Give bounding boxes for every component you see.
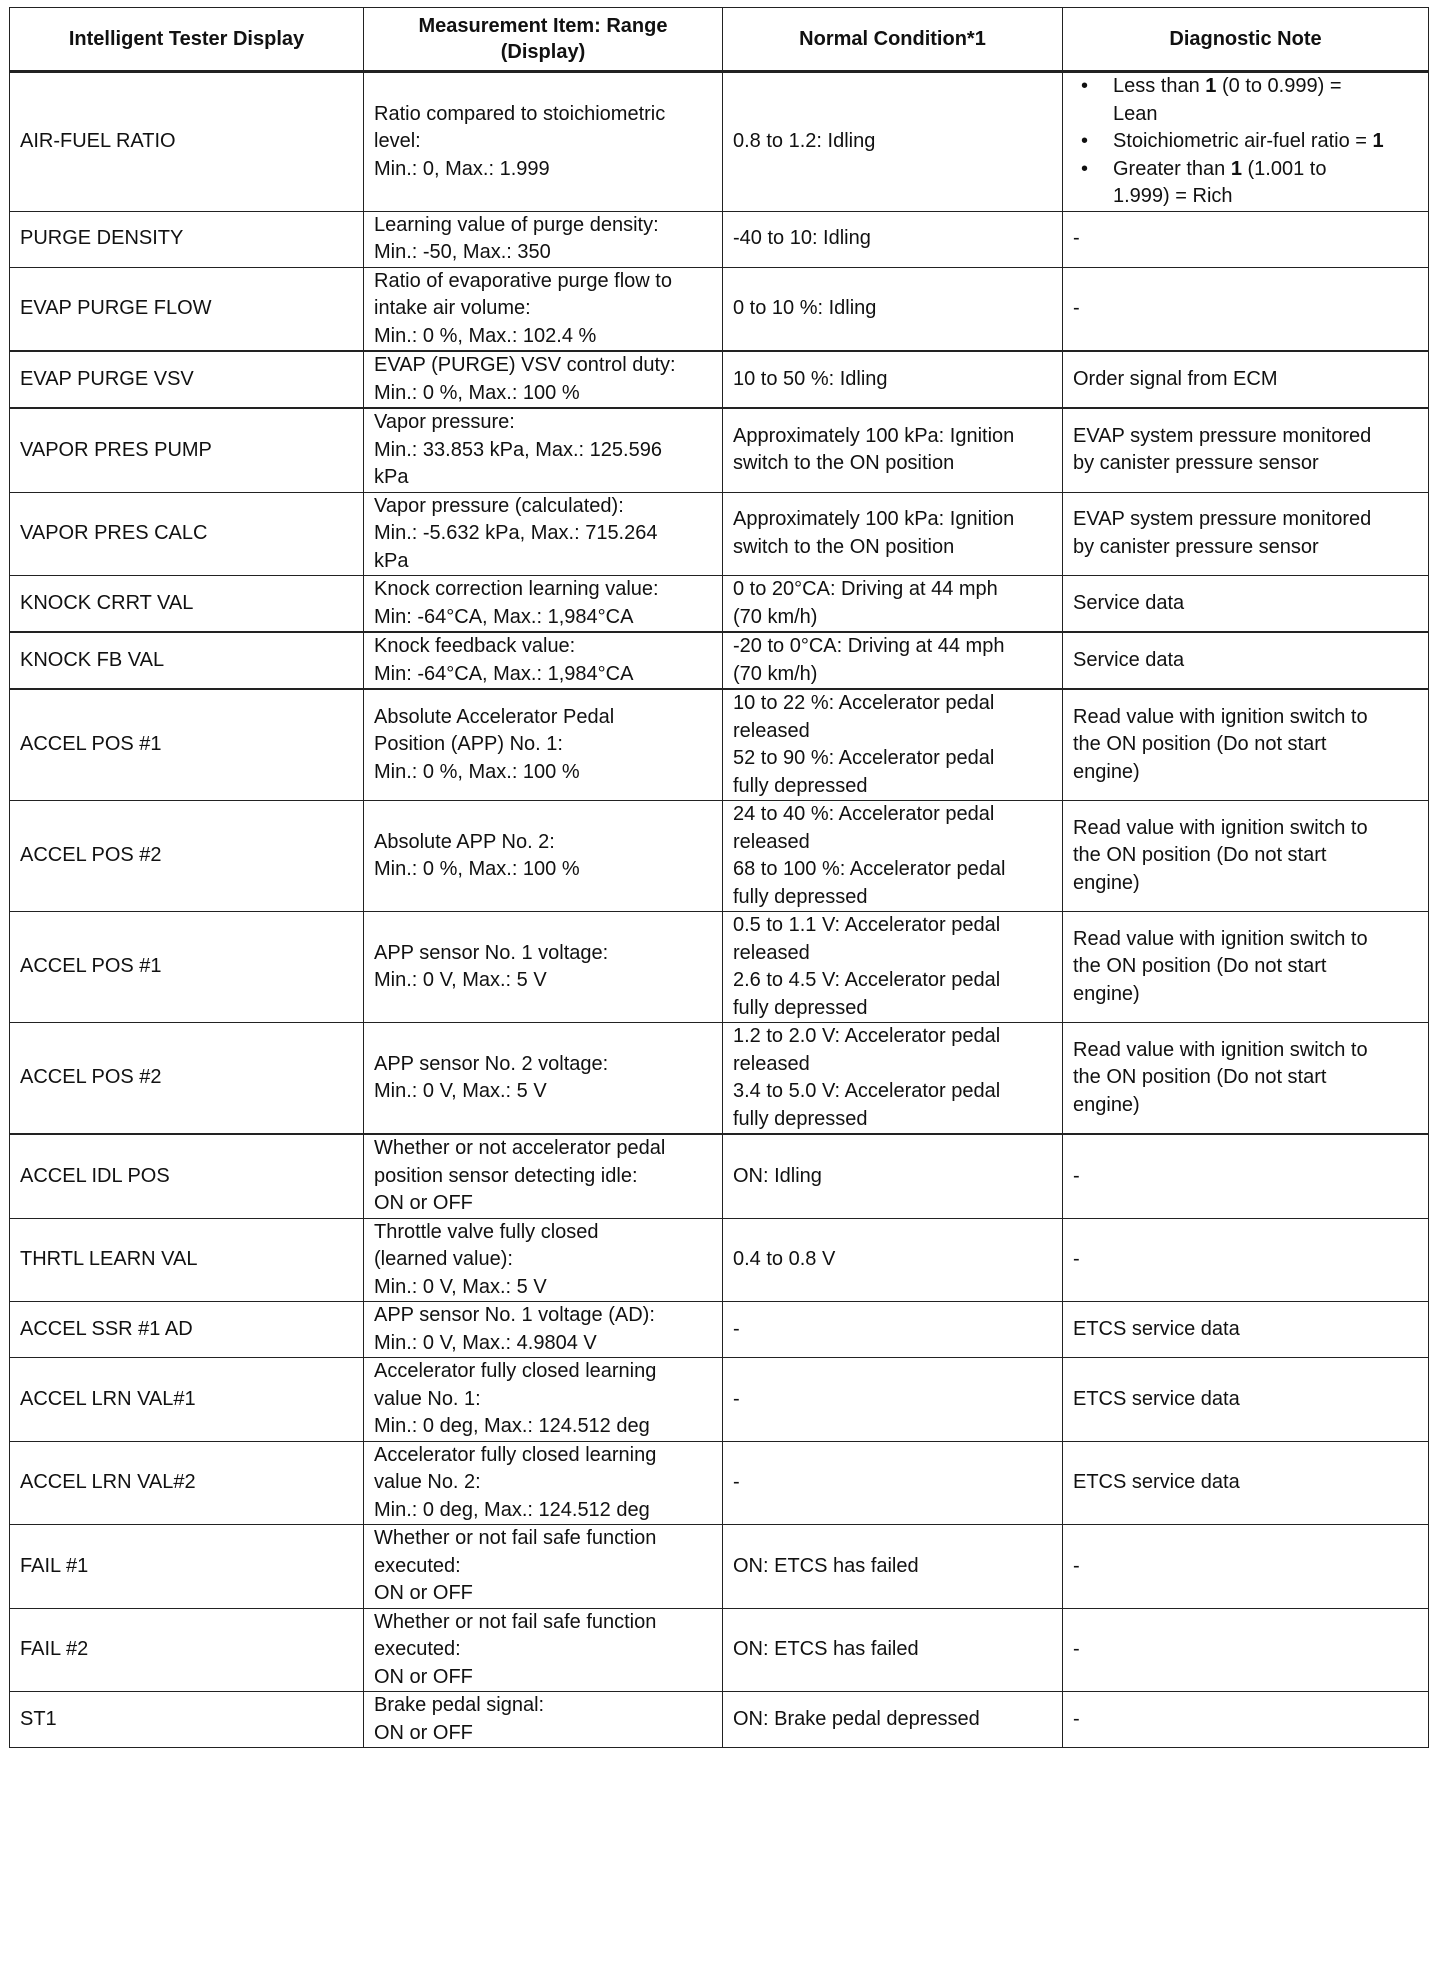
note-bullet: • Stoichiometric air-fuel ratio = 1 [1073, 128, 1418, 156]
range-line: Min.: -50, Max.: 350 [374, 241, 551, 263]
range-line: EVAP (PURGE) VSV control duty: [374, 354, 676, 376]
table-row [10, 492, 1429, 576]
normal-condition-line: 10 to 22 %: Accelerator pedal [733, 692, 995, 714]
normal-condition-line: 2.6 to 4.5 V: Accelerator pedal [733, 969, 1001, 991]
range-line: Min.: -5.632 kPa, Max.: 715.264 [374, 522, 658, 544]
cell-range [364, 1441, 723, 1525]
normal-condition-line: fully depressed [733, 885, 868, 908]
header-diagnostic-note: Diagnostic Note [1063, 8, 1429, 72]
table-row [10, 801, 1429, 912]
diagnostic-note-line: by canister pressure sensor [1073, 452, 1319, 475]
diagnostic-note-line: Service data [1073, 591, 1185, 614]
range-line: level: [374, 130, 421, 152]
cell-normal-condition [723, 801, 1063, 912]
range-line: Ratio of evaporative purge flow to [374, 269, 672, 292]
table-row [10, 1218, 1429, 1302]
range-line: Learning value of purge density: [374, 213, 659, 236]
cell-normal-condition [723, 1358, 1063, 1442]
cell-range [364, 689, 723, 801]
range-line: Min.: 0 V, Max.: 4.9804 V [374, 1331, 597, 1354]
cell-display: THRTL LEARN VAL [10, 1218, 364, 1302]
cell-range [364, 1302, 723, 1358]
diagnostic-note-line: the ON position (Do not start [1073, 1066, 1327, 1089]
normal-condition-line: 1.2 to 2.0 V: Accelerator pedal [733, 1025, 1001, 1047]
cell-display: AIR-FUEL RATIO [10, 72, 364, 212]
cell-diagnostic-note [1063, 72, 1429, 212]
table-row [10, 72, 1429, 212]
tester-data-table [9, 7, 1429, 1748]
range-line: kPa [374, 549, 409, 572]
cell-display: ACCEL SSR #1 AD [10, 1302, 364, 1358]
diagnostic-note-line: - [1073, 1248, 1080, 1270]
cell-range [364, 1525, 723, 1609]
cell-diagnostic-note [1063, 1525, 1429, 1609]
diagnostic-note-line: by canister pressure sensor [1073, 535, 1319, 558]
cell-normal-condition [723, 1525, 1063, 1609]
range-line: ON or OFF [374, 1192, 473, 1214]
cell-normal-condition [723, 689, 1063, 801]
cell-diagnostic-note [1063, 351, 1429, 408]
table-row [10, 689, 1429, 801]
header-measurement-item [364, 8, 723, 72]
cell-display: ACCEL POS #2 [10, 1023, 364, 1135]
cell-display: PURGE DENSITY [10, 211, 364, 267]
cell-display: FAIL #1 [10, 1525, 364, 1609]
range-line: Min.: 0 %, Max.: 100 % [374, 858, 580, 880]
cell-display: ACCEL IDL POS [10, 1134, 364, 1218]
range-line: Min.: 0 V, Max.: 5 V [374, 1080, 547, 1102]
diagnostic-note-line: - [1073, 227, 1080, 250]
normal-condition-line: released [733, 941, 810, 964]
cell-range [364, 1692, 723, 1748]
range-line: Throttle valve fully closed [374, 1220, 599, 1243]
cell-display: ACCEL POS #1 [10, 912, 364, 1023]
range-line: ON or OFF [374, 1665, 473, 1688]
note-bullet: • Less than 1 (0 to 0.999) = Lean [1073, 73, 1418, 128]
range-line: Position (APP) No. 1: [374, 733, 563, 756]
table-row [10, 1692, 1429, 1748]
table-row [10, 1441, 1429, 1525]
diagnostic-note-line: Order signal from ECM [1073, 367, 1278, 390]
cell-normal-condition [723, 576, 1063, 633]
cell-range [364, 912, 723, 1023]
range-line: APP sensor No. 1 voltage: [374, 941, 609, 964]
normal-condition-line: released [733, 830, 810, 853]
diagnostic-note-line: EVAP system pressure monitored [1073, 508, 1372, 531]
cell-normal-condition [723, 632, 1063, 689]
note-bullet-list [1073, 73, 1418, 211]
range-line: intake air volume: [374, 297, 531, 319]
cell-range [364, 1023, 723, 1135]
normal-condition-line: fully depressed [733, 996, 868, 1019]
range-line: Absolute Accelerator Pedal [374, 705, 615, 728]
diagnostic-note-line: - [1073, 297, 1080, 319]
cell-range [364, 1134, 723, 1218]
normal-condition-line: 24 to 40 %: Accelerator pedal [733, 803, 995, 825]
range-line: Min: -64°CA, Max.: 1,984°CA [374, 662, 634, 685]
table-row [10, 1302, 1429, 1358]
range-line: Min.: 0 %, Max.: 100 % [374, 381, 580, 404]
normal-condition-line: ON: Idling [733, 1164, 822, 1187]
cell-display: VAPOR PRES PUMP [10, 408, 364, 492]
normal-condition-line: 0 to 10 %: Idling [733, 297, 877, 319]
normal-condition-line: 0.4 to 0.8 V [733, 1248, 836, 1270]
normal-condition-line: Approximately 100 kPa: Ignition [733, 508, 1015, 531]
cell-normal-condition [723, 1023, 1063, 1135]
header-measurement-line1: Measurement Item: Range [418, 15, 668, 37]
cell-diagnostic-note [1063, 576, 1429, 633]
range-line: Vapor pressure: [374, 411, 515, 433]
diagnostic-note-line: - [1073, 1164, 1080, 1187]
range-line: Accelerator fully closed learning [374, 1443, 657, 1466]
table-row [10, 1358, 1429, 1442]
cell-range [364, 211, 723, 267]
cell-normal-condition [723, 492, 1063, 576]
cell-normal-condition [723, 1608, 1063, 1692]
cell-range [364, 1608, 723, 1692]
range-line: Min.: 0 %, Max.: 100 % [374, 760, 580, 783]
range-line: Min.: 33.853 kPa, Max.: 125.596 [374, 438, 662, 461]
diagnostic-note-line: engine) [1073, 1093, 1140, 1116]
cell-range [364, 492, 723, 576]
header-tester-display: Intelligent Tester Display [10, 8, 364, 72]
normal-condition-line: ON: ETCS has failed [733, 1554, 919, 1577]
cell-normal-condition [723, 351, 1063, 408]
normal-condition-line: fully depressed [733, 1107, 868, 1130]
table-row [10, 1134, 1429, 1218]
cell-normal-condition [723, 1441, 1063, 1525]
cell-display: ACCEL POS #1 [10, 689, 364, 801]
normal-condition-line: released [733, 719, 810, 742]
diagnostic-note-line: engine) [1073, 871, 1140, 894]
cell-normal-condition [723, 1692, 1063, 1748]
cell-display: KNOCK FB VAL [10, 632, 364, 689]
cell-display: ACCEL LRN VAL#1 [10, 1358, 364, 1442]
diagnostic-note-line: Read value with ignition switch to [1073, 705, 1368, 728]
normal-condition-line: Approximately 100 kPa: Ignition [733, 424, 1015, 447]
normal-condition-line: 3.4 to 5.0 V: Accelerator pedal [733, 1080, 1001, 1102]
range-line: Absolute APP No. 2: [374, 830, 555, 853]
range-line: Vapor pressure (calculated): [374, 494, 624, 517]
cell-display: FAIL #2 [10, 1608, 364, 1692]
cell-display: EVAP PURGE FLOW [10, 267, 364, 351]
cell-range [364, 351, 723, 408]
header-normal-condition: Normal Condition*1 [723, 8, 1063, 72]
cell-display: ST1 [10, 1692, 364, 1748]
cell-diagnostic-note [1063, 1023, 1429, 1135]
diagnostic-note-line: - [1073, 1554, 1080, 1577]
range-line: executed: [374, 1554, 461, 1577]
table-row [10, 267, 1429, 351]
cell-diagnostic-note [1063, 1441, 1429, 1525]
cell-diagnostic-note [1063, 492, 1429, 576]
diagnostic-note-line: - [1073, 1707, 1080, 1730]
cell-range [364, 267, 723, 351]
range-line: (learned value): [374, 1248, 513, 1270]
cell-normal-condition [723, 912, 1063, 1023]
table-row [10, 1023, 1429, 1135]
table-row [10, 351, 1429, 408]
cell-diagnostic-note [1063, 408, 1429, 492]
range-line: Min.: 0 deg, Max.: 124.512 deg [374, 1498, 650, 1521]
diagnostic-note-line: ETCS service data [1073, 1471, 1240, 1493]
range-line: Min: -64°CA, Max.: 1,984°CA [374, 605, 634, 628]
cell-range [364, 632, 723, 689]
range-line: Ratio compared to stoichiometric [374, 102, 666, 125]
table-row [10, 1608, 1429, 1692]
cell-display: VAPOR PRES CALC [10, 492, 364, 576]
cell-range [364, 801, 723, 912]
diagnostic-note-line: the ON position (Do not start [1073, 955, 1327, 978]
normal-condition-line: 68 to 100 %: Accelerator pedal [733, 858, 1006, 880]
diagnostic-note-line: ETCS service data [1073, 1387, 1240, 1410]
diagnostic-note-line: Read value with ignition switch to [1073, 816, 1368, 839]
diagnostic-note-line: Read value with ignition switch to [1073, 1038, 1368, 1061]
cell-normal-condition [723, 408, 1063, 492]
normal-condition-line: 52 to 90 %: Accelerator pedal [733, 747, 995, 769]
range-line: executed: [374, 1638, 461, 1660]
range-line: Min.: 0 V, Max.: 5 V [374, 969, 547, 991]
cell-diagnostic-note [1063, 1692, 1429, 1748]
cell-normal-condition [723, 1134, 1063, 1218]
range-line: Min.: 0 deg, Max.: 124.512 deg [374, 1415, 650, 1437]
range-line: Min.: 0 %, Max.: 102.4 % [374, 324, 597, 347]
note-bullet: • Greater than 1 (1.001 to 1.999) = Rich [1073, 156, 1418, 211]
cell-diagnostic-note [1063, 912, 1429, 1023]
range-line: kPa [374, 466, 409, 488]
cell-diagnostic-note [1063, 1218, 1429, 1302]
range-line: APP sensor No. 1 voltage (AD): [374, 1304, 655, 1326]
normal-condition-line: - [733, 1471, 740, 1493]
table-row [10, 211, 1429, 267]
range-line: ON or OFF [374, 1582, 473, 1604]
normal-condition-line: (70 km/h) [733, 605, 818, 628]
header-row [10, 8, 1429, 72]
cell-normal-condition: 0.8 to 1.2: Idling [723, 72, 1063, 212]
cell-normal-condition [723, 1218, 1063, 1302]
range-line: value No. 1: [374, 1387, 481, 1410]
cell-normal-condition [723, 1302, 1063, 1358]
table-row [10, 576, 1429, 633]
diagnostic-note-line: the ON position (Do not start [1073, 844, 1327, 867]
normal-condition-line: -20 to 0°CA: Driving at 44 mph [733, 635, 1005, 657]
cell-diagnostic-note [1063, 211, 1429, 267]
cell-diagnostic-note [1063, 632, 1429, 689]
range-line: Min.: 0, Max.: 1.999 [374, 157, 550, 180]
cell-range [364, 576, 723, 633]
cell-range [364, 1218, 723, 1302]
diagnostic-note-line: Service data [1073, 648, 1185, 671]
cell-range [364, 72, 723, 212]
cell-diagnostic-note [1063, 267, 1429, 351]
normal-condition-line: switch to the ON position [733, 452, 955, 475]
range-line: value No. 2: [374, 1471, 481, 1493]
table-row [10, 912, 1429, 1023]
cell-display: EVAP PURGE VSV [10, 351, 364, 408]
diagnostic-note-line: - [1073, 1638, 1080, 1660]
normal-condition-line: (70 km/h) [733, 662, 818, 685]
range-line: APP sensor No. 2 voltage: [374, 1052, 609, 1075]
table-row [10, 408, 1429, 492]
normal-condition-line: ON: Brake pedal depressed [733, 1707, 980, 1730]
cell-normal-condition [723, 211, 1063, 267]
range-line: Knock feedback value: [374, 635, 576, 657]
diagnostic-note-line: ETCS service data [1073, 1317, 1240, 1340]
range-line: Min.: 0 V, Max.: 5 V [374, 1275, 547, 1298]
cell-diagnostic-note [1063, 689, 1429, 801]
range-line: Knock correction learning value: [374, 578, 659, 600]
diagnostic-note-line: engine) [1073, 760, 1140, 783]
normal-condition-line: 0.5 to 1.1 V: Accelerator pedal [733, 914, 1001, 936]
cell-range [364, 1358, 723, 1442]
diagnostic-note-line: Read value with ignition switch to [1073, 927, 1368, 950]
range-line: Accelerator fully closed learning [374, 1360, 657, 1382]
cell-normal-condition [723, 267, 1063, 351]
normal-condition-line: ON: ETCS has failed [733, 1638, 919, 1660]
diagnostic-note-line: engine) [1073, 982, 1140, 1005]
cell-display: ACCEL POS #2 [10, 801, 364, 912]
normal-condition-line: -40 to 10: Idling [733, 227, 871, 250]
range-line: position sensor detecting idle: [374, 1164, 638, 1187]
table-row [10, 632, 1429, 689]
normal-condition-line: switch to the ON position [733, 535, 955, 558]
cell-diagnostic-note [1063, 1302, 1429, 1358]
cell-range [364, 408, 723, 492]
range-line: Whether or not fail safe function [374, 1610, 657, 1633]
diagnostic-note-line: the ON position (Do not start [1073, 733, 1327, 756]
range-line: Whether or not fail safe function [374, 1527, 657, 1549]
normal-condition-line: - [733, 1317, 740, 1340]
normal-condition-line: 10 to 50 %: Idling [733, 367, 888, 390]
diagnostic-note-line: EVAP system pressure monitored [1073, 424, 1372, 447]
normal-condition-line: 0 to 20°CA: Driving at 44 mph [733, 578, 998, 600]
cell-diagnostic-note [1063, 1134, 1429, 1218]
range-line: Brake pedal signal: [374, 1694, 545, 1716]
cell-diagnostic-note [1063, 801, 1429, 912]
normal-condition-line: fully depressed [733, 774, 868, 797]
cell-diagnostic-note [1063, 1608, 1429, 1692]
table-row [10, 1525, 1429, 1609]
cell-diagnostic-note [1063, 1358, 1429, 1442]
cell-display: KNOCK CRRT VAL [10, 576, 364, 633]
normal-condition-line: released [733, 1052, 810, 1075]
cell-display: ACCEL LRN VAL#2 [10, 1441, 364, 1525]
normal-condition-line: - [733, 1387, 740, 1410]
range-line: Whether or not accelerator pedal [374, 1137, 666, 1159]
range-line: ON or OFF [374, 1721, 473, 1744]
header-measurement-line2: (Display) [500, 41, 586, 63]
